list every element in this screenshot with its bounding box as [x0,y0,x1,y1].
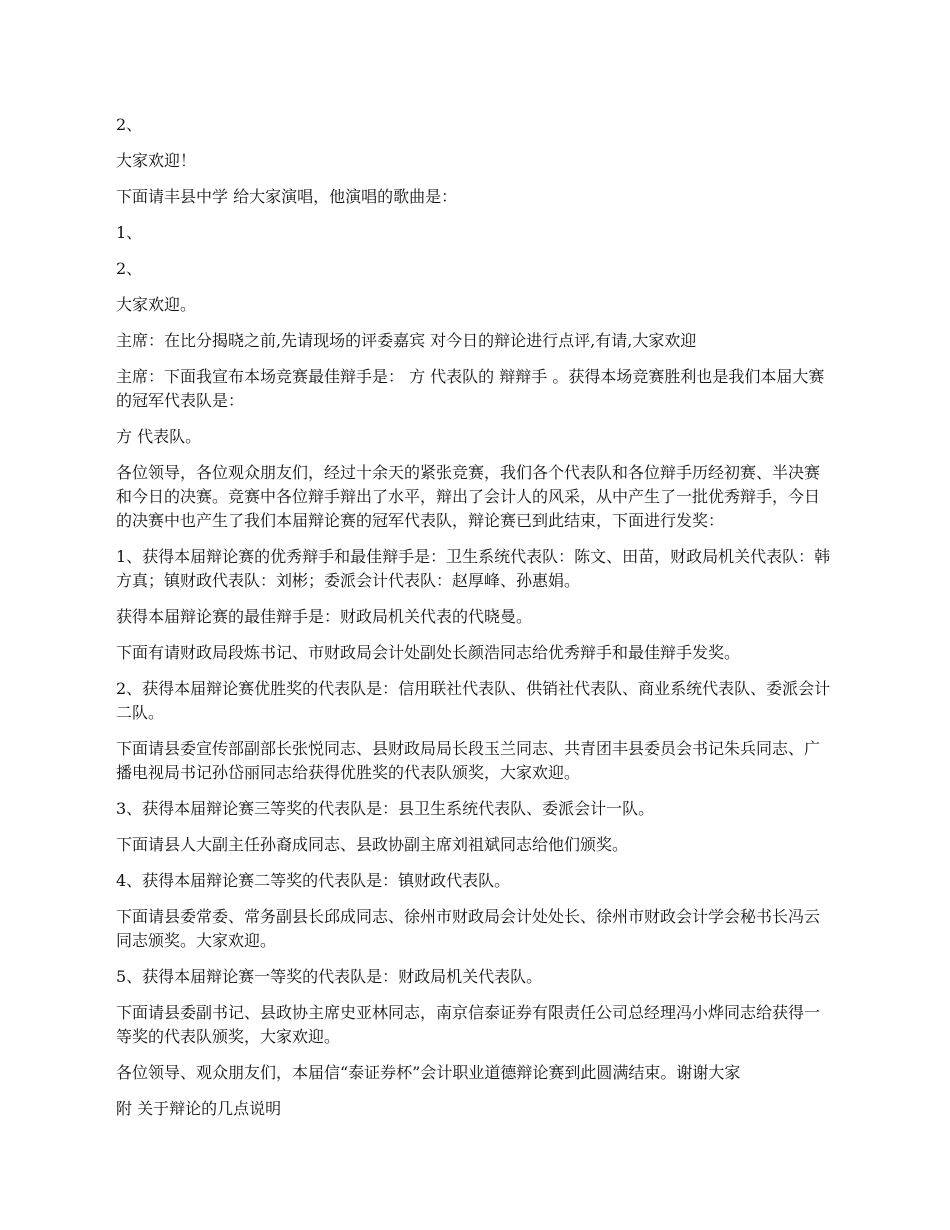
paragraph: 4、获得本届辩论赛二等奖的代表队是：镇财政代表队。 [116,871,511,890]
paragraph: 下面请丰县中学 给大家演唱，他演唱的歌曲是： [116,187,458,206]
paragraph: 主席：在比分揭晓之前,先请现场的评委嘉宾 对今日的辩论进行点评,有请,大家欢迎 [116,331,697,350]
paragraph: 下面请县委宣传部副部长张悦同志、县财政局局长段玉兰同志、共青团丰县委员会书记朱兵同志、广播电视局书记孙岱丽同志给获得优胜奖的代表队颁奖，大家欢迎。 [116,739,821,782]
paragraph: 5、获得本届辩论赛一等奖的代表队是：财政局机关代表队。 [116,967,543,986]
paragraph: 各位领导，各位观众朋友们，经过十余天的紧张竞赛，我们各个代表队和各位辩手历经初赛、半决赛和今日的决赛。竞赛中各位辩手辩出了水平，辩出了会计人的风采，从中产生了一批优秀辩手，今日的决赛中也产生了我们本届辩论赛的冠军代表队，辩论赛已到此结束，下面进行发奖： [116,463,821,530]
paragraph: 3、获得本届辩论赛三等奖的代表队是：县卫生系统代表队、委派会计一队。 [116,799,655,818]
paragraph: 2、 [116,259,143,278]
paragraph: 大家欢迎！ [116,151,197,170]
paragraph: 1、 [116,223,143,242]
paragraph: 下面请县委常委、常务副县长邱成同志、徐州市财政局会计处处长、徐州市财政会计学会秘书长冯云同志颁奖。大家欢迎。 [116,907,821,950]
paragraph: 获得本届辩论赛的最佳辩手是：财政局机关代表的代晓曼。 [116,607,533,626]
paragraph: 2、 [116,115,143,134]
paragraph: 方 代表队。 [116,427,202,446]
paragraph: 下面请县人大副主任孙裔成同志、县政协副主席刘祖斌同志给他们颁奖。 [116,835,629,854]
paragraph: 下面请县委副书记、县政协主席史亚林同志，南京信泰证券有限责任公司总经理冯小烨同志给获得一等奖的代表队颁奖，大家欢迎。 [116,1003,821,1046]
paragraph: 大家欢迎。 [116,295,197,314]
paragraph: 附 关于辩论的几点说明 [116,1099,282,1118]
paragraph: 主席：下面我宣布本场竞赛最佳辩手是： 方 代表队的 辩辩手 。获得本场竞赛胜利也是我们本届大赛的冠军代表队是： [116,367,825,410]
paragraph: 2、获得本届辩论赛优胜奖的代表队是：信用联社代表队、供销社代表队、商业系统代表队、委派会计二队。 [116,679,831,722]
paragraph: 1、获得本届辩论赛的优秀辩手和最佳辩手是：卫生系统代表队：陈文、田苗，财政局机关代表队：韩方真；镇财政代表队：刘彬；委派会计代表队：赵厚峰、孙惠娟。 [116,547,831,590]
paragraph: 各位领导、观众朋友们，本届信“泰证券杯”会计职业道德辩论赛到此圆满结束。谢谢大家 [116,1063,741,1082]
paragraph: 下面有请财政局段炼书记、市财政局会计处副处长颜浩同志给优秀辩手和最佳辩手发奖。 [116,643,741,662]
